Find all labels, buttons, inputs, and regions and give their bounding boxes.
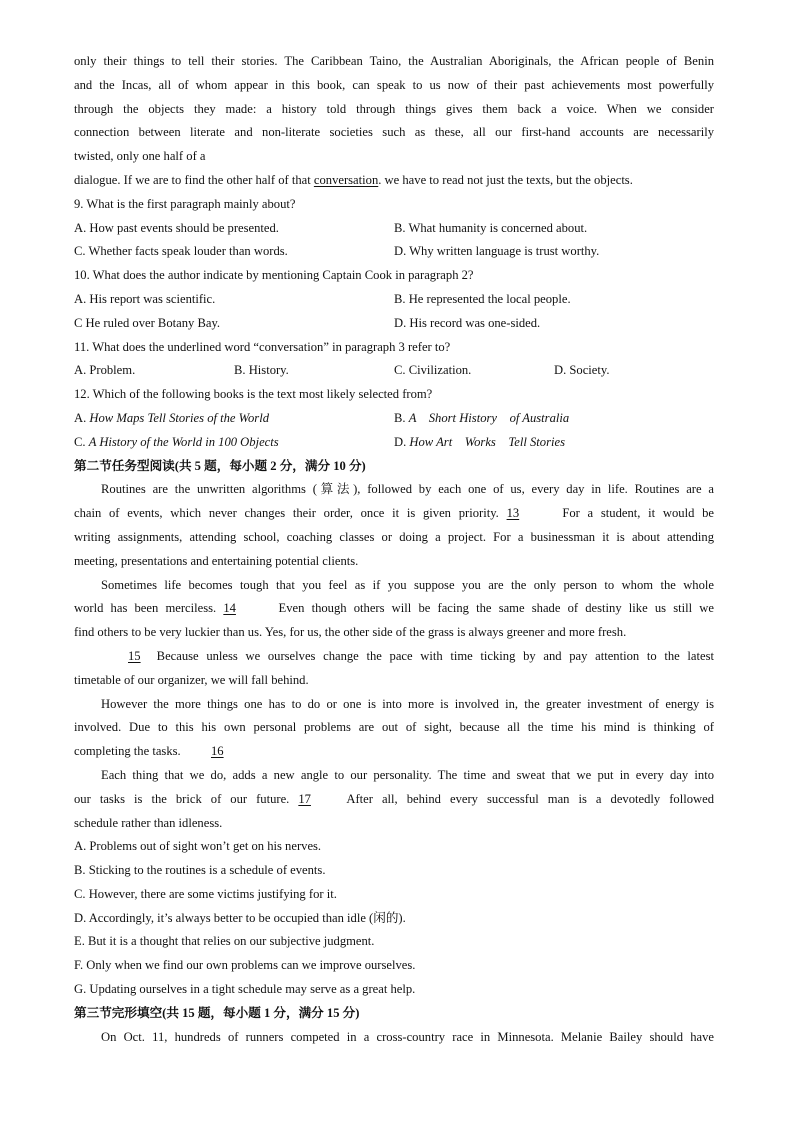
blank-16[interactable]: 16 [210, 744, 224, 759]
option-d: D. His record was one-sided. [394, 315, 541, 330]
text-run: world has been merciless. [74, 601, 224, 616]
blank-17[interactable]: 17 [298, 791, 311, 806]
passage-line [74, 169, 714, 193]
option-item: C. However, there are some victims justifying for it. [74, 886, 337, 901]
passage-line: connection between literate and non-literate societies such as these, all our first-hand accounts are necessarily [74, 125, 714, 140]
option-item: B. Sticking to the routines is a schedule of events. [74, 863, 326, 878]
option-b: B. What humanity is concerned about. [394, 220, 588, 235]
text-run: our tasks is the brick of our future. [74, 791, 299, 806]
option-letter: B. [394, 410, 409, 425]
option-item: G. Updating ourselves in a tight schedule may serve as a great help. [74, 982, 416, 997]
passage-line: find others to be very luckier than us. Yes, for us, the other side of the grass is always greener and more fresh. [74, 625, 627, 640]
option-a: A. How past events should be presented. [74, 220, 279, 235]
question-stem: 10. What does the author indicate by mentioning Captain Cook in paragraph 2? [74, 268, 474, 283]
option-item: D. Accordingly, it’s always better to be occupied than idle (闲的). [74, 910, 406, 925]
question-stem: 12. Which of the following books is the text most likely selected from? [74, 387, 433, 402]
option-row [74, 288, 714, 312]
passage-line: only their things to tell their stories. The Caribbean Taino, the Australian Aboriginals, the African people of Benin [74, 54, 714, 68]
passage-line [74, 597, 714, 621]
passage-line: twisted, only one half of a [74, 149, 206, 164]
blank-14[interactable]: 14 [223, 601, 236, 616]
option-letter: D. [394, 434, 410, 449]
option-a [74, 407, 394, 431]
option-c: C. Civilization. [394, 363, 472, 378]
option-a: A. His report was scientific. [74, 291, 216, 306]
text-run: For a student, it would be [554, 506, 715, 521]
passage-line [74, 788, 714, 812]
option-b: B. History. [234, 363, 289, 378]
book-title: A Short History of Australia [408, 410, 570, 425]
passage-line: Routines are the unwritten algorithms (算法), followed by each one of us, every day in life. Routines are a [101, 482, 714, 497]
passage-line: and the Incas, all of whom appear in this book, can speak to us now of their past achievements most powerfully [74, 77, 714, 92]
option-d [394, 431, 565, 455]
option-row [74, 431, 714, 455]
text-run: After all, behind every successful man is a devotedly followed [346, 791, 714, 806]
passage-line [74, 740, 714, 764]
text-run: chain of events, which never changes their order, once it is given priority. [74, 506, 507, 521]
blank-13[interactable]: 13 [506, 506, 520, 521]
passage-line: writing assignments, attending school, coaching classes or doing a project. For a businessman it is about attending [74, 529, 714, 544]
passage-line: through the objects they made: a history told through things gives them back a voice. When we consider [74, 101, 714, 116]
passage-line: However the more things one has to do or one is into more is involved in, the greater investment of energy is [101, 696, 714, 711]
option-item: A. Problems out of sight won’t get on his nerves. [74, 839, 322, 854]
option-item: E. But it is a thought that relies on our subjective judgment. [74, 934, 375, 949]
passage-line: Sometimes life becomes tough that you feel as if you suppose you are the only person to whom the whole [101, 577, 714, 592]
question-stem: 9. What is the first paragraph mainly about? [74, 196, 296, 211]
section-heading: 第三节完形填空(共 15 题，每小题 1 分，满分 15 分) [74, 1005, 360, 1020]
book-title: How Maps Tell Stories of the World [89, 410, 270, 425]
passage-line: On Oct. 11, hundreds of runners competed in a cross-country race in Minnesota. Melanie Bailey should have [101, 1029, 714, 1044]
option-letter: C. [74, 434, 89, 449]
option-d: D. Society. [554, 363, 610, 378]
option-b [394, 407, 569, 431]
option-d: D. Why written language is trust worthy. [394, 244, 600, 259]
text-run: Because unless we ourselves change the pace with time ticking by and pay attention to the latest [149, 648, 714, 663]
text-run: completing the tasks. [74, 744, 194, 759]
option-b: B. He represented the local people. [394, 291, 571, 306]
option-a: A. Problem. [74, 363, 136, 378]
option-row [74, 240, 714, 264]
option-c: C He ruled over Botany Bay. [74, 315, 221, 330]
text-run: dialogue. If we are to find the other half of that [74, 172, 314, 187]
passage-line: involved. Due to this his own personal problems are out of sight, because all the time his mind is thinking of [74, 720, 714, 735]
passage-line: schedule rather than idleness. [74, 815, 223, 830]
passage-line [74, 502, 714, 526]
blank-15[interactable]: 15 [128, 648, 141, 663]
section-heading: 第二节任务型阅读(共 5 题，每小题 2 分，满分 10 分) [74, 458, 366, 473]
exam-page [74, 50, 714, 1049]
text-run: . we have to read not just the texts, but the objects. [378, 172, 633, 187]
option-row [74, 312, 714, 336]
passage-line: timetable of our organizer, we will fall behind. [74, 672, 309, 687]
option-row [74, 407, 714, 431]
passage-line [74, 645, 714, 669]
option-c: C. Whether facts speak louder than words. [74, 244, 288, 259]
option-row [74, 359, 714, 383]
option-item: F. Only when we find our own problems can we improve ourselves. [74, 958, 416, 973]
option-row [74, 217, 714, 241]
passage-line: Each thing that we do, adds a new angle to our personality. The time and sweat that we put in every day into [101, 767, 714, 782]
text-run: Even though others will be facing the same shade of destiny like us still we [271, 601, 714, 616]
book-title: How Art Works Tell Stories [409, 434, 565, 449]
option-c [74, 431, 394, 455]
question-stem: 11. What does the underlined word “conversation” in paragraph 3 refer to? [74, 339, 451, 354]
underlined-word: conversation [313, 172, 379, 187]
option-letter: A. [74, 410, 90, 425]
book-title: A History of the World in 100 Objects [88, 434, 279, 449]
passage-line: meeting, presentations and entertaining potential clients. [74, 553, 359, 568]
